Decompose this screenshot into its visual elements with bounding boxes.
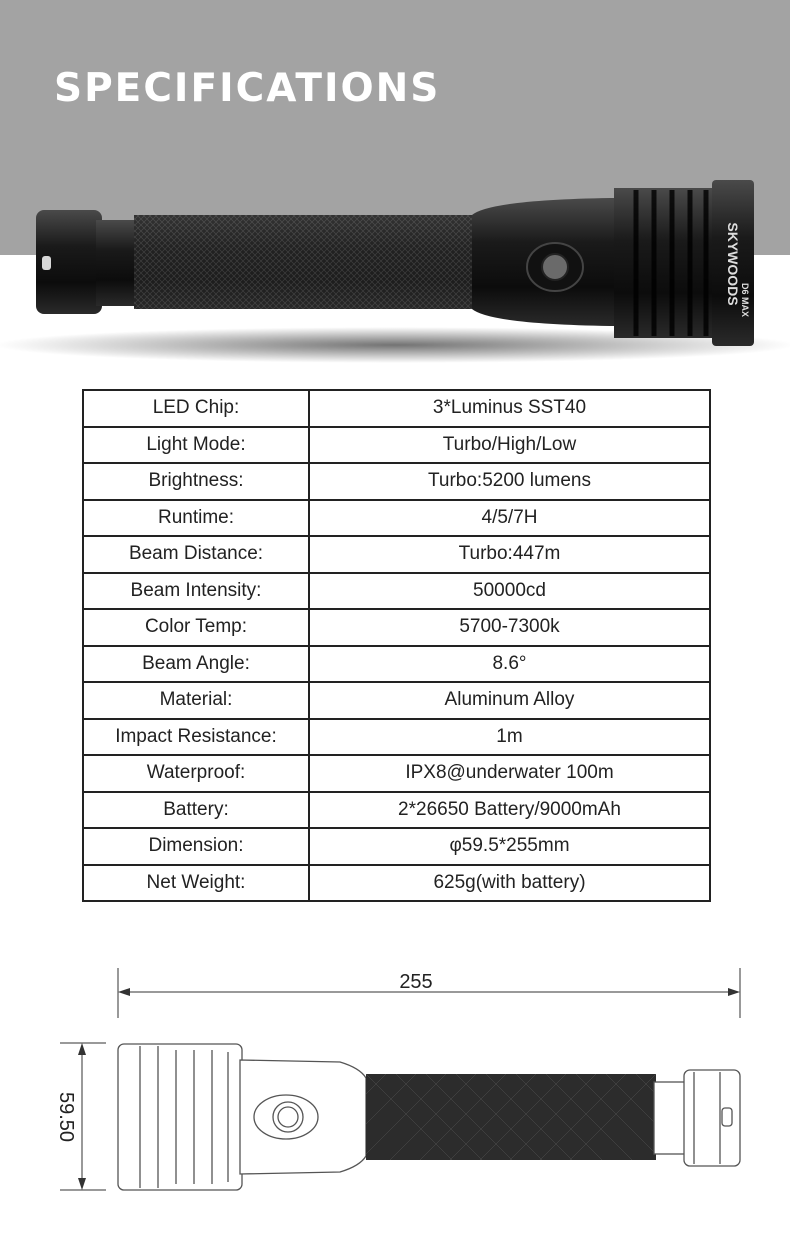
page-title: SPECIFICATIONS [54,66,441,111]
spec-label: Battery: [83,792,309,829]
spec-value: 1m [309,719,710,756]
spec-label: Waterproof: [83,755,309,792]
spec-row [83,755,710,792]
spec-value: IPX8@underwater 100m [309,755,710,792]
spec-row [83,646,710,683]
spec-value: 3*Luminus SST40 [309,390,710,427]
spec-label: Dimension: [83,828,309,865]
spec-label: Color Temp: [83,609,309,646]
spec-value: 50000cd [309,573,710,610]
spec-label: Beam Intensity: [83,573,309,610]
spec-row [83,573,710,610]
spec-row [83,390,710,427]
spec-value: 4/5/7H [309,500,710,537]
spec-row [83,719,710,756]
spec-value: 2*26650 Battery/9000mAh [309,792,710,829]
spec-row [83,500,710,537]
spec-label: Net Weight: [83,865,309,902]
spec-value: 625g(with battery) [309,865,710,902]
length-label: 255 [399,971,433,993]
spec-row [83,536,710,573]
spec-row [83,682,710,719]
spec-label: LED Chip: [83,390,309,427]
spec-row [83,427,710,464]
flashlight-photo [0,0,790,372]
dimension-drawing [0,950,790,1210]
spec-table [82,389,711,902]
diameter-label: 59.50 [55,1091,77,1143]
hero-banner [0,0,790,372]
spec-label: Impact Resistance: [83,719,309,756]
spec-row [83,463,710,500]
spec-label: Light Mode: [83,427,309,464]
spec-value: Turbo:5200 lumens [309,463,710,500]
brand-engraving: SKYWOODS [725,222,741,306]
spec-label: Runtime: [83,500,309,537]
spec-row [83,828,710,865]
spec-label: Material: [83,682,309,719]
spec-value: 8.6° [309,646,710,683]
spec-value: Turbo:447m [309,536,710,573]
spec-label: Beam Distance: [83,536,309,573]
spec-value: φ59.5*255mm [309,828,710,865]
spec-row [83,792,710,829]
model-engraving: D6 MAX [740,282,750,318]
spec-row [83,865,710,902]
spec-label: Beam Angle: [83,646,309,683]
spec-row [83,609,710,646]
spec-value: Turbo/High/Low [309,427,710,464]
spec-label: Brightness: [83,463,309,500]
spec-value: Aluminum Alloy [309,682,710,719]
spec-value: 5700-7300k [309,609,710,646]
